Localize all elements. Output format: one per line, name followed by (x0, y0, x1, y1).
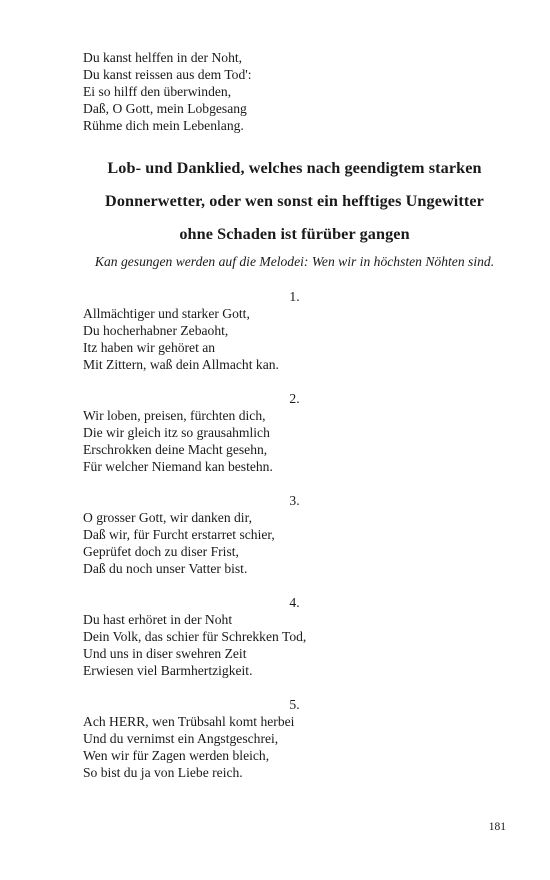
verse-line: Du hocherhabner Zebaoht, (83, 322, 229, 338)
verse-line: Für welcher Niemand kan bestehn. (83, 458, 273, 474)
verse-line: Rühme dich mein Lebenlang. (83, 118, 244, 133)
verse-line: Allmächtiger und starker Gott, (83, 305, 250, 321)
verse-line: Und uns in diser swehren Zeit (83, 645, 247, 661)
verse-line: O grosser Gott, wir danken dir, (83, 509, 252, 525)
verse-line: Wen wir für Zagen werden bleich, (83, 747, 270, 763)
stanza-1 (83, 288, 506, 373)
title-line: ohne Schaden ist fürüber gangen (179, 225, 410, 243)
stanza-5 (83, 696, 506, 781)
title-line: Lob- und Danklied, welches nach geendigtem starken (107, 159, 482, 177)
stanza-4 (83, 594, 506, 679)
verse-line: Du hast erhöret in der Noht (83, 611, 233, 627)
verse-line: So bist du ja von Liebe reich. (83, 764, 243, 780)
verse-line: Du kanst reissen aus dem Tod': (83, 67, 252, 82)
verse-line: Erwiesen viel Barmhertzigkeit. (83, 662, 253, 678)
stanza-number: 5. (289, 696, 300, 712)
verse-line: Ach HERR, wen Trübsahl komt herbei (83, 713, 295, 729)
verse-line: Daß du noch unser Vatter bist. (83, 560, 248, 576)
title-line: Donnerwetter, oder wen sonst ein hefftiges Ungewitter (105, 192, 484, 210)
song-title (83, 152, 506, 251)
stanza-2 (83, 390, 506, 475)
stanza-3 (83, 492, 506, 577)
verse-line: Du kanst helffen in der Noht, (83, 50, 243, 65)
verse-line: Mit Zittern, waß dein Allmacht kan. (83, 356, 279, 372)
stanza-number: 3. (289, 492, 300, 508)
verse-line: Daß, O Gott, mein Lobgesang (83, 101, 247, 116)
verse-line: Daß wir, für Furcht erstarret schier, (83, 526, 275, 542)
verse-line: Die wir gleich itz so grausahmlich (83, 424, 270, 440)
verse-line: Dein Volk, das schier für Schrekken Tod, (83, 628, 307, 644)
intro-stanza (83, 49, 506, 134)
verse-line: Itz haben wir gehöret an (83, 339, 216, 355)
stanza-number: 4. (289, 594, 300, 610)
page-number: 181 (488, 821, 506, 833)
melody-note: Kan gesungen werden auf die Melodei: Wen wir in höchsten Nöhten sind. (94, 254, 495, 269)
stanza-number: 1. (289, 288, 300, 304)
verse-line: Und du vernimst ein Angstgeschrei, (83, 730, 279, 746)
page-content (83, 49, 506, 781)
verse-line: Geprüfet doch zu diser Frist, (83, 543, 239, 559)
verse-line: Ei so hilff den überwinden, (83, 84, 232, 99)
stanza-number: 2. (289, 390, 300, 406)
verse-line: Wir loben, preisen, fürchten dich, (83, 407, 266, 423)
verse-line: Erschrokken deine Macht gesehn, (83, 441, 268, 457)
